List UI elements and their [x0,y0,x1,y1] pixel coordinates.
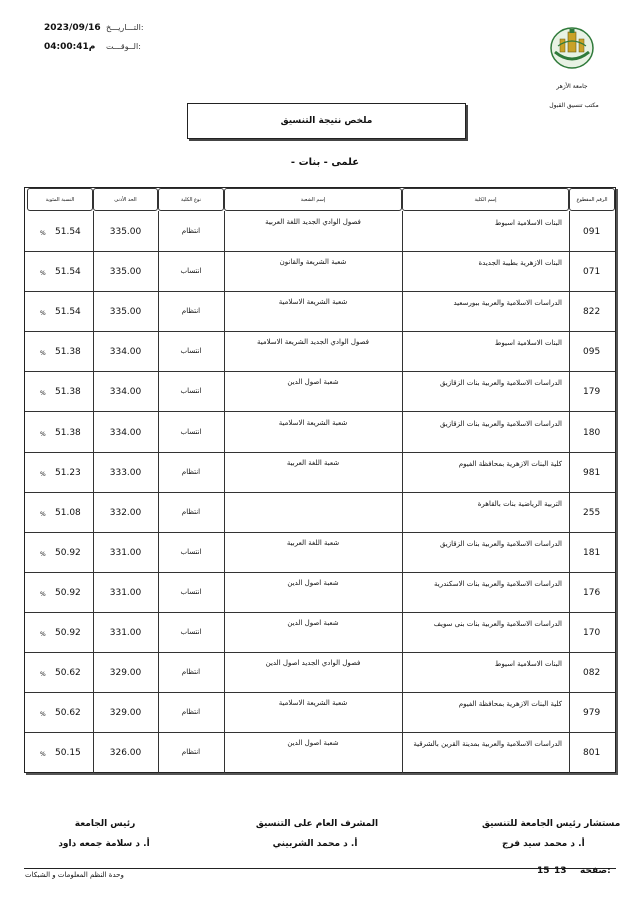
cell-pct-sign: % [40,390,46,398]
cell-pct: 50.15 [55,748,81,759]
cell-min: 329.00 [109,668,142,679]
cell-branch: شعبة اصول الدين [287,739,339,748]
cell-college: البنات الازهرية بطيبة الجديدة [478,259,562,268]
cell-branch: شعبة اصول الدين [287,578,339,587]
cell-type: انتساب [180,547,202,556]
cell-code: 181 [583,547,601,558]
table-row [25,251,615,291]
page-current: 13 [554,866,567,876]
page-title-text: ملخص نتيجة التنسيق [280,116,373,126]
footer-divider [24,868,616,869]
cell-min: 326.00 [109,748,142,759]
cell-college: الدراسات الاسلامية والعربية بنات الزقازيق [439,419,562,428]
table-row [25,211,615,251]
cell-pct: 50.92 [55,587,81,598]
cell-type: انتظام [181,507,201,516]
cell-type: انتظام [181,307,201,316]
cell-branch: شعبة اللغة العربية [286,458,340,467]
cell-min: 329.00 [109,708,142,719]
cell-type: انتساب [180,587,202,596]
cell-type: انتساب [180,347,202,356]
cell-pct-sign: % [40,470,46,478]
cell-pct-sign: % [40,751,46,759]
office-name: مكتب تنسيق القبول [549,102,599,109]
table-row [25,291,615,331]
table-row [25,732,615,772]
cell-type: انتظام [181,668,201,677]
advisor-name: أ. د محمد سيد فرج [502,839,585,849]
results-table [24,187,616,773]
cell-college: البنات الاسلامية اسيوط [494,219,562,227]
cell-pct-sign: % [40,430,46,438]
cell-code: 091 [583,227,601,237]
cell-pct: 50.62 [55,668,81,679]
cell-type: انتظام [181,227,201,235]
supervisor-name: أ. د محمد الشربيني [272,839,358,849]
cell-pct: 51.38 [55,427,81,438]
cell-pct: 50.92 [55,547,81,558]
advisor-title: مستشار رئيس الجامعة للتنسيق [482,819,621,829]
th-college: إسم الكلية [402,188,569,211]
unit-name: وحدة النظم المعلومات و الشبكات [25,871,124,879]
cell-type: انتساب [180,427,202,436]
cell-pct-sign: % [40,350,46,358]
cell-pct-sign: % [40,510,46,518]
time-value: 04:00:41م [44,42,96,52]
cell-college: البنات الاسلامية اسيوط [494,660,562,669]
page-subtitle: - علمى - بنات [290,157,360,168]
cell-pct: 50.62 [55,708,81,719]
cell-branch: شعبة الشريعة الاسلامية [278,699,348,708]
cell-pct-sign: % [40,671,46,679]
table-row [25,371,615,411]
cell-min: 334.00 [109,347,142,358]
cell-code: 981 [583,467,601,478]
cell-type: انتظام [181,748,201,757]
cell-code: 179 [583,387,601,398]
president-name: أ. د سلامة جمعه داود [58,839,150,849]
cell-pct: 51.23 [55,467,81,478]
date-row [44,23,101,33]
cell-code: 170 [583,628,601,638]
th-code: الرقم المقطوع [569,188,615,211]
th-type: نوع الكلية [158,188,224,211]
table-row [25,612,615,652]
cell-branch: شعبة اللغة العربية [286,538,340,547]
al-azhar-emblem-icon [549,26,595,70]
cell-pct-sign: % [40,310,46,318]
cell-college: الدراسات الاسلامية والعربية بنات الزقازيق [439,379,562,388]
page-total: 15 [537,866,550,876]
cell-code: 071 [583,267,601,278]
cell-college: التربية الرياضية بنات بالقاهرة [477,499,562,508]
cell-college: الدراسات الاسلامية والعربية ببورسعيد [453,299,562,308]
cell-pct: 50.92 [55,628,81,638]
cell-code: 822 [583,307,601,318]
cell-min: 334.00 [109,387,142,398]
cell-college: كلية البنات الازهرية بمحافظة الفيوم [458,700,562,709]
cell-pct-sign: % [40,631,46,638]
university-name: جامعة الأزهر [556,83,588,90]
table-row [25,652,615,692]
cell-type: انتساب [180,387,202,396]
time-label: الــوقـــت: [106,42,141,51]
table-row [25,692,615,732]
date-label: التـــاريـــخ: [106,23,144,32]
page-label: صفحة: [580,866,611,876]
th-branch: إسم الشعبة [224,188,402,211]
cell-min: 333.00 [109,467,142,478]
time-row [44,42,95,52]
th-min: الحد الأدنى [93,188,158,211]
date-value: 2023/09/16 [44,23,101,33]
table-row [25,572,615,612]
cell-branch: فصول الوادي الجديد الشريعة الاسلامية [256,338,369,347]
cell-college: كلية البنات الازهرية بمحافظة الفيوم [458,459,562,468]
table-row [25,331,615,371]
cell-pct-sign: % [40,711,46,719]
table-row [25,452,615,492]
cell-code: 979 [583,708,601,719]
cell-type: انتساب [180,267,202,276]
cell-pct: 51.54 [55,227,81,237]
cell-college: الدراسات الاسلامية والعربية بمدينة القرين بالشرقية [413,740,562,749]
cell-pct: 51.54 [55,307,81,318]
cell-college: البنات الاسلامية اسيوط [494,339,562,348]
cell-type: انتظام [181,708,201,717]
cell-pct-sign: % [40,270,46,278]
cell-min: 332.00 [109,507,142,518]
cell-pct-sign: % [40,550,46,558]
cell-pct: 51.38 [55,387,81,398]
cell-code: 082 [583,668,601,679]
cell-min: 331.00 [109,628,142,638]
table-row [25,532,615,572]
cell-branch: شعبة الشريعة الاسلامية [278,298,348,307]
cell-pct-sign: % [40,230,46,237]
cell-type: انتظام [181,467,201,476]
cell-branch: فصول الوادي الجديد اللغة العربية [265,218,361,226]
cell-college: الدراسات الاسلامية والعربية بنات الاسكندرية [434,579,562,588]
cell-code: 180 [583,427,601,438]
cell-code: 255 [583,507,601,518]
university-logo [549,26,595,70]
cell-min: 335.00 [109,267,142,278]
president-title: رئيس الجامعة [74,819,136,829]
cell-pct: 51.08 [55,507,81,518]
cell-branch: شعبة اصول الدين [287,619,339,627]
th-pct: النسبة المئوية [27,188,93,211]
page-title [187,103,466,139]
cell-min: 331.00 [109,587,142,598]
cell-pct: 51.54 [55,267,81,278]
cell-branch: فصول الوادي الجديد اصول الدين [265,659,361,668]
supervisor-title: المشرف العام على التنسيق [255,819,379,829]
cell-min: 334.00 [109,427,142,438]
cell-pct-sign: % [40,590,46,598]
cell-code: 801 [583,748,601,759]
table-row [25,412,615,452]
cell-min: 331.00 [109,547,142,558]
cell-branch: شعبة الشريعة الاسلامية [278,418,348,427]
cell-type: انتساب [180,628,202,636]
cell-min: 335.00 [109,307,142,318]
cell-college: الدراسات الاسلامية والعربية بنات الزقازيق [439,539,562,548]
cell-pct: 51.38 [55,347,81,358]
cell-min: 335.00 [109,227,142,237]
cell-code: 176 [583,587,601,598]
cell-college: الدراسات الاسلامية والعربية بنات بنى سويف [433,620,562,628]
cell-code: 095 [583,347,601,358]
cell-branch: شعبة الشريعة والقانون [279,258,347,267]
cell-branch: شعبة اصول الدين [287,378,339,387]
table-row [25,492,615,532]
